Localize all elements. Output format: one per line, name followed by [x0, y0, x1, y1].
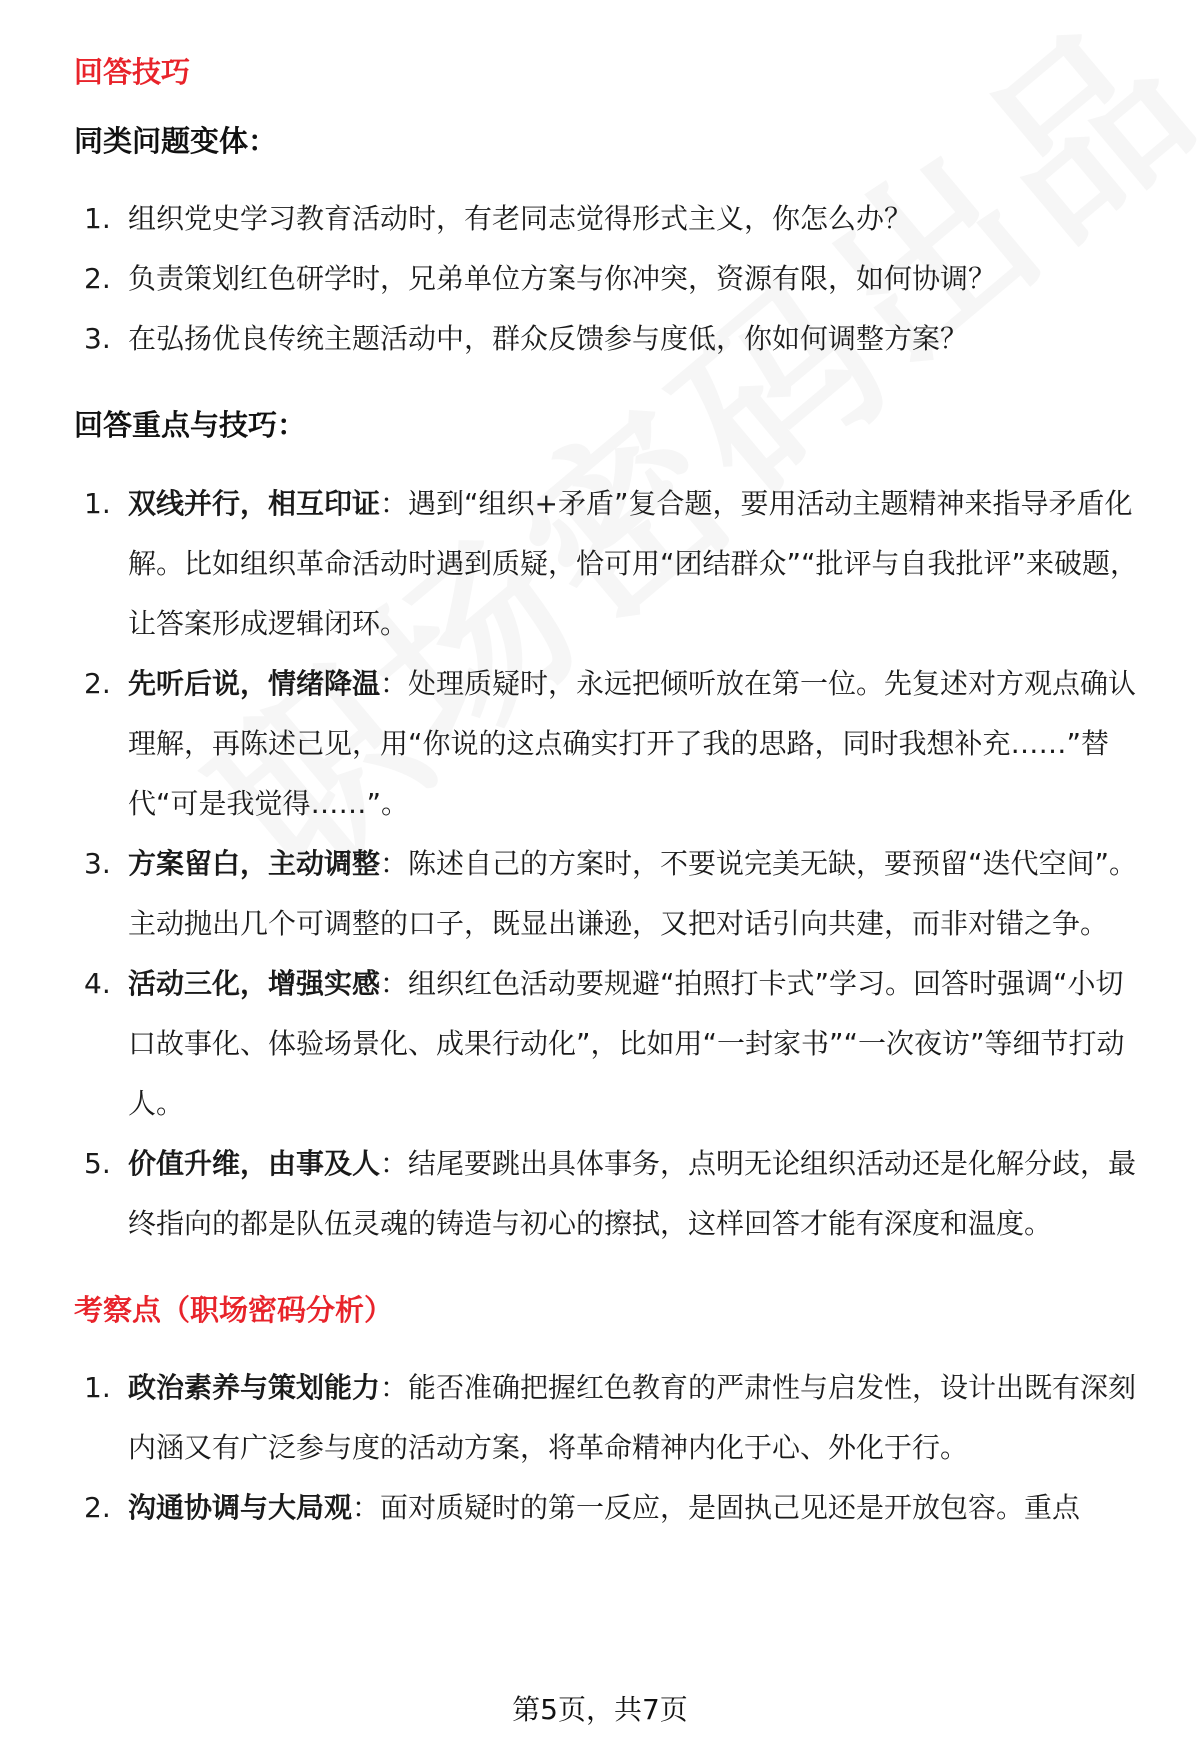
list-item — [74, 834, 1144, 954]
point-title: 方案留白，主动调整 — [128, 846, 381, 880]
key-points-list — [74, 474, 1144, 1254]
list-number: 3. — [84, 322, 111, 356]
point-text: ：陈述自己的方案时，不要说完美无缺，要预留“迭代空间”。主动抛出几个可调整的口子，既显出谦逊，又把对话引向共建，而非对错之争。 — [128, 846, 1138, 940]
section-title-exam-points: 考察点（职场密码分析） — [74, 1292, 394, 1327]
list-item-text: 负责策划红色研学时，兄弟单位方案与你冲突，资源有限，如何协调？ — [128, 262, 997, 296]
section-title-answer-tips: 回答技巧 — [74, 55, 191, 89]
list-item — [74, 249, 1144, 309]
list-item — [74, 954, 1144, 1134]
list-item — [74, 474, 1144, 654]
point-text: ：处理质疑时，永远把倾听放在第一位。先复述对方观点确认理解，再陈述己见，用“你说的这点确实打开了我的思路，同时我想补充……”替代“可是我觉得……”。 — [128, 666, 1137, 820]
list-number: 2. — [84, 666, 111, 700]
list-item-text: 在弘扬优良传统主题活动中，群众反馈参与度低，你如何调整方案？ — [128, 322, 969, 356]
variants-heading: 同类问题变体： — [74, 123, 278, 158]
point-title: 价值升维，由事及人 — [128, 1146, 381, 1180]
list-item-text: 组织党史学习教育活动时，有老同志觉得形式主义，你怎么办？ — [128, 202, 913, 236]
list-number: 3. — [84, 846, 111, 880]
page-footer: 第5页，共7页 — [512, 1693, 688, 1726]
list-number: 4. — [84, 966, 111, 1000]
point-text: ：遇到“组织+矛盾”复合题，要用活动主题精神来指导矛盾化解。比如组织革命活动时遇到质疑，恰可用“团结群众”“批评与自我批评”来破题，让答案形成逻辑闭环。 — [128, 486, 1139, 640]
list-item — [74, 654, 1144, 834]
point-title: 沟通协调与大局观 — [128, 1491, 353, 1525]
list-item — [74, 189, 1144, 249]
list-number: 1. — [84, 1371, 111, 1405]
list-item — [74, 1478, 1144, 1538]
point-title: 双线并行，相互印证 — [128, 486, 381, 520]
point-title: 先听后说，情绪降温 — [128, 666, 381, 700]
list-item — [74, 1358, 1144, 1478]
list-number: 1. — [84, 486, 111, 520]
point-text: ：面对质疑时的第一反应，是固执己见还是开放包容。重点 — [352, 1491, 1081, 1525]
exam-points-list — [74, 1358, 1144, 1538]
list-item — [74, 1134, 1144, 1254]
point-text: ：结尾要跳出具体事务，点明无论组织活动还是化解分歧，最终指向的都是队伍灵魂的铸造与初心的擦拭，这样回答才能有深度和温度。 — [128, 1146, 1137, 1240]
point-title: 政治素养与策划能力 — [128, 1371, 381, 1405]
point-text: ：组织红色活动要规避“拍照打卡式”学习。回答时强调“小切口故事化、体验场景化、成果行动化”，比如用“一封家书”“一次夜访”等细节打动人。 — [128, 966, 1125, 1120]
list-item — [74, 309, 1144, 369]
list-number: 2. — [84, 262, 111, 296]
point-text: ：能否准确把握红色教育的严肃性与启发性，设计出既有深刻内涵又有广泛参与度的活动方案，将革命精神内化于心、外化于行。 — [128, 1371, 1137, 1465]
page-content — [74, 52, 1144, 1538]
list-number: 2. — [84, 1491, 111, 1525]
key-points-heading: 回答重点与技巧： — [74, 408, 307, 443]
variants-list — [74, 189, 1144, 369]
point-title: 活动三化，增强实感 — [128, 966, 381, 1000]
list-number: 5. — [84, 1146, 111, 1180]
list-number: 1. — [84, 202, 111, 236]
